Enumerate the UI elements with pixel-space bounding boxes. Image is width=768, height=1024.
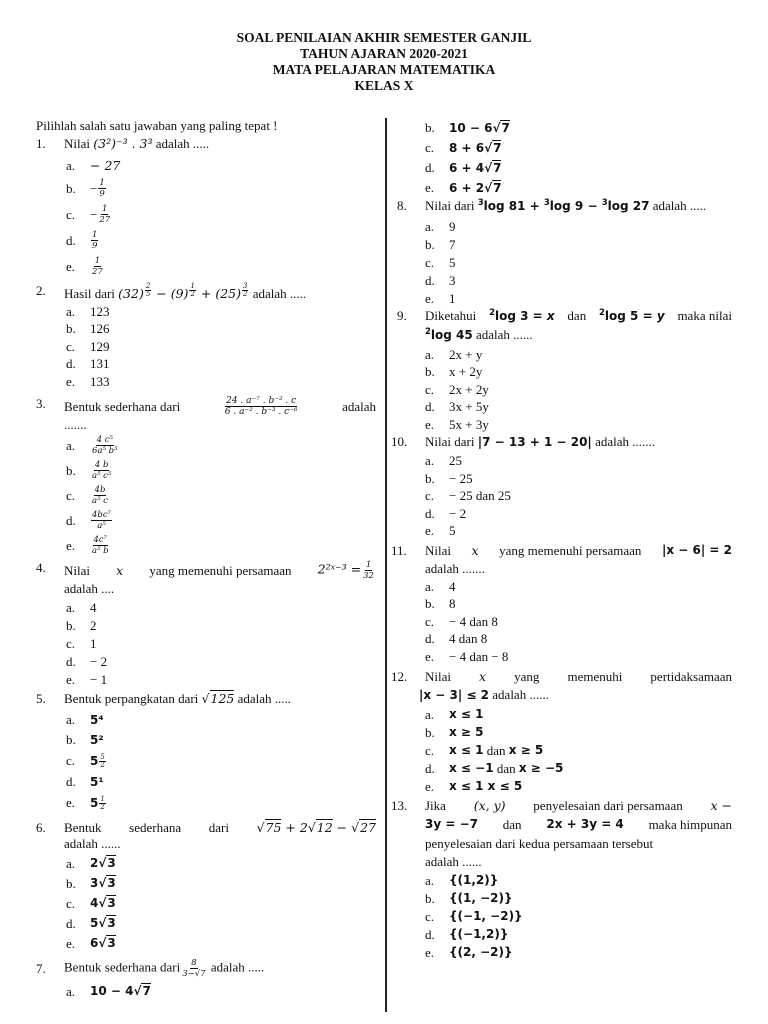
option-a[interactable]: a. 25 bbox=[425, 453, 462, 469]
options-4 bbox=[36, 599, 376, 689]
options-6 bbox=[36, 854, 376, 954]
question-4 bbox=[36, 560, 376, 581]
column-divider bbox=[385, 118, 387, 1012]
option-d[interactable]: d. $\frac{\text{4bc⁷}}{\text{a⁵}}$ bbox=[66, 510, 112, 532]
question-6 bbox=[36, 820, 376, 836]
options-2 bbox=[36, 303, 376, 391]
question-number: 9. bbox=[397, 308, 407, 323]
option-b[interactable]: b. 7 bbox=[425, 237, 456, 253]
fraction: $\frac{1}{9}$ bbox=[99, 178, 105, 200]
option-b[interactable]: b. 3√3 bbox=[66, 875, 116, 891]
options-11 bbox=[397, 578, 732, 666]
option-d[interactable]: d. − 2 bbox=[66, 654, 108, 670]
question-10 bbox=[391, 434, 732, 453]
option-a[interactable]: a. 10 − 4√7 bbox=[66, 983, 151, 999]
option-b[interactable]: b. 10 − 6√7 bbox=[425, 120, 510, 136]
option-c[interactable]: c. − 4 dan 8 bbox=[425, 613, 498, 629]
options-7-part2 bbox=[397, 118, 732, 198]
question-number: 1. bbox=[36, 135, 46, 151]
question-text: Bentuk perpangkatan dari √125 adalah ..... bbox=[64, 691, 292, 707]
question-text: Hasil dari (32) $^{\frac{2}{5}}$ − (9) $^{\frac{1}{2}}$ + (25) $^{\frac{3}{2}}$ adalah ..... bbox=[64, 281, 307, 301]
fraction: $\frac{1}{27}$ bbox=[92, 256, 103, 278]
option-a[interactable]: a. $\frac{\text{4 c⁵}}{\text{6a⁵ b⁵}}$ bbox=[66, 435, 118, 457]
option-e[interactable]: e. 6√3 bbox=[66, 935, 116, 951]
option-c[interactable]: c. $\frac{4b}{\text{a⁵ c}}$ bbox=[66, 485, 108, 507]
option-b[interactable]: b. 5² bbox=[66, 732, 104, 748]
question-number: 11. bbox=[391, 543, 407, 558]
question-text: Nilai dari $^3$log 81 + $^3$log 9 − $^3$log 27 adalah ..... bbox=[425, 198, 707, 213]
option-a[interactable]: a. − 27 bbox=[66, 157, 121, 174]
header-year: TAHUN AJARAN 2020-2021 bbox=[300, 46, 468, 61]
option-b[interactable]: b. $\frac{4 b}{\text{a⁵ c⁵}}$ bbox=[66, 460, 112, 482]
option-c[interactable]: c. 2x + 2y bbox=[425, 381, 489, 397]
left-column bbox=[36, 118, 376, 1003]
question-9 bbox=[397, 308, 732, 327]
option-d[interactable]: d. {(−1,2)} bbox=[425, 926, 509, 942]
question-3 bbox=[36, 396, 376, 417]
question-12-tail: |x − 3| ≤ 2 adalah ...... bbox=[419, 686, 549, 702]
options-12 bbox=[397, 706, 732, 796]
option-a[interactable]: a. {(1,2)} bbox=[425, 872, 499, 888]
option-e[interactable]: e. $\frac{1}{27}$ bbox=[66, 256, 103, 278]
option-c[interactable]: c. 5 $\frac{5}{2}$ bbox=[66, 752, 105, 769]
fraction: $\frac{\text{24 . a⁻⁷ . b⁻² . c}}{\text{6 . a⁻² . b⁻³ . c⁻⁶}}$ bbox=[224, 396, 298, 418]
options-9 bbox=[397, 346, 732, 434]
option-b[interactable]: b. {(1, −2)} bbox=[425, 890, 513, 906]
option-d[interactable]: d. 6 + 4√7 bbox=[425, 160, 502, 176]
option-c[interactable]: c. 1 bbox=[66, 636, 97, 652]
option-c[interactable]: c. 4√3 bbox=[66, 895, 116, 911]
option-c[interactable]: c. − 25 dan 25 bbox=[425, 488, 511, 504]
question-7 bbox=[36, 957, 376, 981]
option-d[interactable]: d. 5√3 bbox=[66, 915, 116, 931]
question-5 bbox=[36, 691, 376, 710]
question-2 bbox=[36, 283, 376, 303]
option-e[interactable]: e. {(2, −2)} bbox=[425, 944, 513, 960]
question-number: 5. bbox=[36, 691, 46, 707]
option-a[interactable]: a. 5⁴ bbox=[66, 712, 104, 728]
option-d[interactable]: d. 5¹ bbox=[66, 774, 104, 790]
header-subject: MATA PELAJARAN MATEMATIKA bbox=[272, 62, 496, 77]
option-e[interactable]: e. 1 bbox=[425, 291, 456, 307]
option-c[interactable]: c. − $\frac{1}{27}$ bbox=[66, 204, 111, 226]
math-expression: $^3$log 81 + $^3$log 9 − $^3$log 27 bbox=[477, 198, 650, 213]
fraction: $\frac{1}{27}$ bbox=[99, 204, 111, 226]
option-b[interactable]: b. − $\frac{1}{9}$ bbox=[66, 178, 105, 200]
question-text: Nilai x yang memenuhi pertidaksamaan bbox=[425, 668, 732, 684]
question-text: Nilai x yang memenuhi persamaan |x − 6| = 2 bbox=[425, 543, 732, 558]
question-11 bbox=[391, 543, 732, 561]
option-a[interactable]: a. 123 bbox=[66, 303, 110, 319]
question-number: 7. bbox=[36, 960, 46, 976]
option-e[interactable]: e. 133 bbox=[66, 373, 110, 389]
question-number: 3. bbox=[36, 396, 46, 412]
option-b[interactable]: b. 126 bbox=[66, 321, 110, 337]
option-d[interactable]: d. − 2 bbox=[425, 505, 467, 521]
options-1 bbox=[36, 156, 376, 280]
question-number: 10. bbox=[391, 433, 408, 449]
option-e[interactable]: e. 5x + 3y bbox=[425, 416, 489, 432]
option-e[interactable]: e. 5 bbox=[425, 523, 456, 539]
option-a[interactable]: a. 2√3 bbox=[66, 855, 116, 871]
question-8 bbox=[397, 198, 732, 218]
question-12 bbox=[391, 669, 732, 687]
option-a[interactable]: a. 4 bbox=[425, 578, 456, 594]
question-text: Jika (x, y) penyelesaian dari persamaan x − 3y = −7 dan 2x + 3y = 4 maka himpunan penyelesaian dari kedua persamaan tersebut adalah ...... bbox=[425, 797, 732, 869]
option-c[interactable]: c. 5 bbox=[425, 255, 456, 271]
option-e[interactable]: e. $\frac{\text{4c⁷}}{\text{a⁵ b}}$ bbox=[66, 535, 109, 557]
question-number: 12. bbox=[391, 668, 408, 684]
option-c[interactable]: c. 8 + 6√7 bbox=[425, 140, 502, 156]
options-7-part1 bbox=[36, 981, 376, 1003]
math-expression: (3²)⁻³ . 3³ bbox=[93, 135, 153, 151]
question-text: Bentuk sederhana dari $\frac{\text{24 . a⁻⁷ . b⁻² . c}}{\text{6 . a⁻² . b⁻³ . c⁻⁶}}$ adalah bbox=[64, 396, 376, 418]
right-column bbox=[391, 118, 732, 962]
option-e[interactable]: e. − 4 dan − 8 bbox=[425, 648, 509, 664]
question-number: 13. bbox=[391, 797, 408, 813]
option-d[interactable]: d. x ≤ −1 dan x ≥ −5 bbox=[425, 760, 564, 776]
option-a[interactable]: a. 2x + y bbox=[425, 346, 483, 362]
option-c[interactable]: c. {(−1, −2)} bbox=[425, 908, 523, 924]
option-c[interactable]: c. 129 bbox=[66, 338, 110, 354]
question-13 bbox=[391, 798, 732, 872]
question-4-tail: adalah .... bbox=[64, 581, 115, 597]
fraction: $\frac{1}{9}$ bbox=[92, 230, 98, 252]
option-a[interactable]: a. 9 bbox=[425, 219, 456, 235]
question-number: 2. bbox=[36, 282, 46, 298]
exam-header bbox=[0, 30, 768, 94]
option-e[interactable]: e. 5 $\frac{1}{2}$ bbox=[66, 794, 105, 811]
option-b[interactable]: b. x + 2y bbox=[425, 364, 483, 380]
option-b[interactable]: b. x ≥ 5 bbox=[425, 724, 484, 740]
question-text: Nilai x yang memenuhi persamaan 2²ˣ⁻³ = $\frac{1}{32}$ bbox=[64, 560, 374, 582]
options-13 bbox=[397, 872, 732, 962]
question-3-dots: ....... bbox=[64, 417, 87, 433]
option-b[interactable]: b. − 25 bbox=[425, 470, 473, 486]
instructions: Pilihlah salah satu jawaban yang paling tepat ! bbox=[36, 118, 278, 133]
option-a[interactable]: a. 4 bbox=[66, 600, 97, 616]
option-b[interactable]: b. 2 bbox=[66, 618, 97, 634]
option-c[interactable]: c. x ≤ 1 dan x ≥ 5 bbox=[425, 742, 544, 758]
option-d[interactable]: d. 4 dan 8 bbox=[425, 631, 488, 647]
header-title: SOAL PENILAIAN AKHIR SEMESTER GANJIL bbox=[236, 30, 532, 45]
question-text: Bentuk sederhana dari √75 + 2√12 − √27 bbox=[64, 820, 376, 836]
question-text: Nilai dari |7 − 13 + 1 − 20| adalah ....... bbox=[425, 433, 655, 449]
question-number: 4. bbox=[36, 560, 46, 576]
question-text: Diketahui $^2$log 3 = x dan $^2$log 5 = y maka nilai bbox=[425, 308, 732, 323]
option-e[interactable]: e. 6 + 2√7 bbox=[425, 180, 502, 196]
option-d[interactable]: d. $\frac{1}{9}$ bbox=[66, 230, 98, 252]
math-expression: (32) $^{\frac{2}{5}}$ − (9) $^{\frac{1}{2}}$ + (25) $^{\frac{3}{2}}$ bbox=[118, 281, 248, 301]
option-e[interactable]: e. x ≤ 1 x ≤ 5 bbox=[425, 778, 523, 794]
question-text: Nilai (3²)⁻³ . 3³ adalah ..... bbox=[64, 135, 210, 151]
question-6-tail: adalah ...... bbox=[64, 835, 121, 851]
option-d[interactable]: d. 3 bbox=[425, 273, 456, 289]
option-a[interactable]: a. x ≤ 1 bbox=[425, 706, 484, 722]
question-1 bbox=[36, 136, 376, 156]
math-expression: √75 + 2√12 − √27 bbox=[256, 820, 376, 836]
question-11-tail: adalah ....... bbox=[425, 561, 485, 576]
options-8 bbox=[397, 218, 732, 308]
options-3 bbox=[36, 433, 376, 558]
option-b[interactable]: b. 8 bbox=[425, 596, 456, 612]
option-d[interactable]: d. 3x + 5y bbox=[425, 399, 489, 415]
question-9-tail: $^2$log 45 adalah ...... bbox=[425, 327, 533, 342]
question-text: Bentuk sederhana dari $\frac{8}{3-√7}$ adalah ..... bbox=[64, 958, 265, 980]
options-5 bbox=[36, 710, 376, 814]
question-number: 6. bbox=[36, 820, 46, 836]
option-e[interactable]: e. − 1 bbox=[66, 672, 108, 688]
header-class: KELAS X bbox=[354, 78, 414, 93]
question-number: 8. bbox=[397, 198, 407, 213]
option-d[interactable]: d. 131 bbox=[66, 356, 110, 372]
options-10 bbox=[397, 453, 732, 541]
